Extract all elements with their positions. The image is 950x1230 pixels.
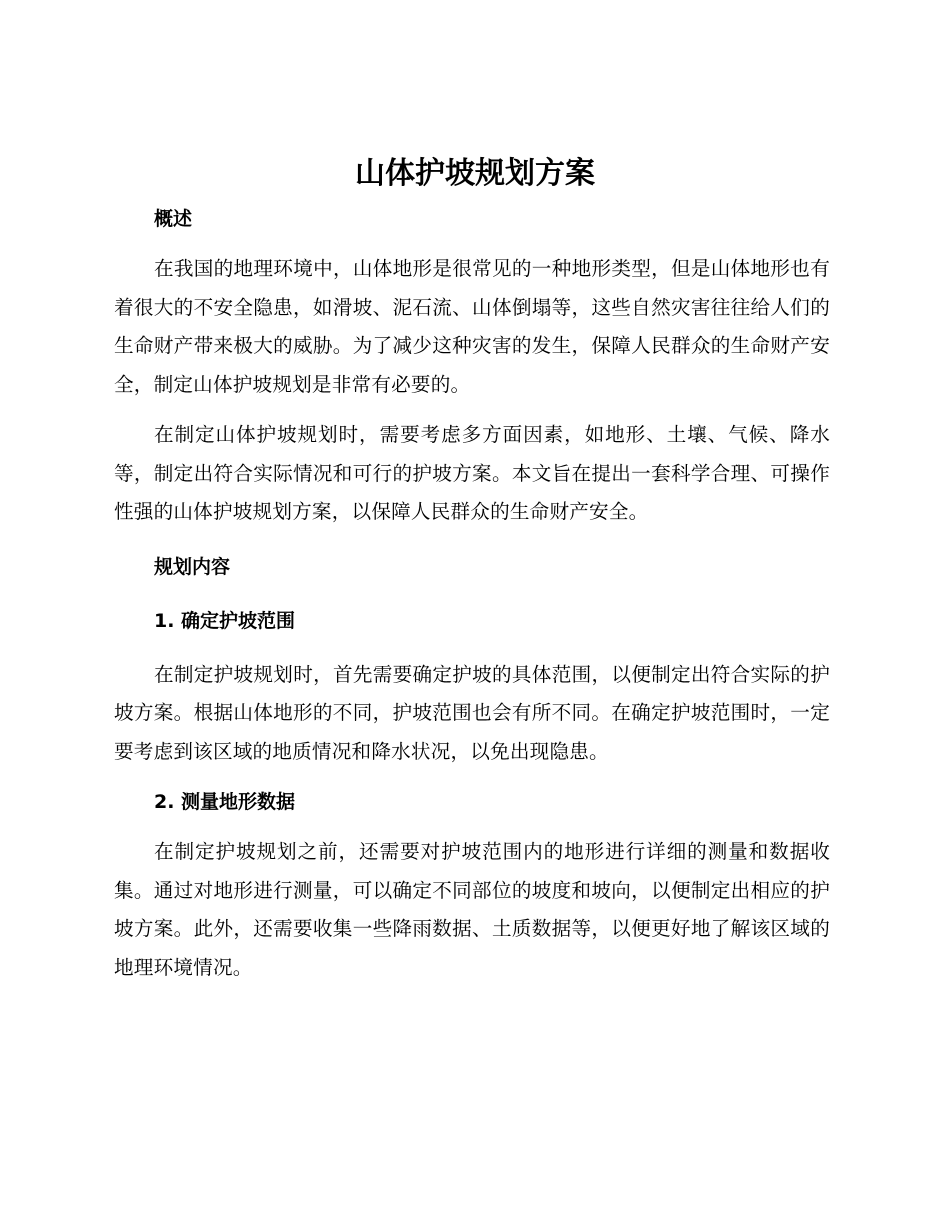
paragraph-item-1: 在制定护坡规划时，首先需要确定护坡的具体范围，以便制定出符合实际的护坡方案。根据山体地形的不同，护坡范围也会有所不同。在确定护坡范围时，一定要考虑到该区域的地质情况和降水状况，以免出现隐患。 xyxy=(114,662,830,763)
paragraph-overview-1: 在我国的地理环境中，山体地形是很常见的一种地形类型，但是山体地形也有着很大的不安全隐患，如滑坡、泥石流、山体倒塌等，这些自然灾害往往给人们的生命财产带来极大的威胁。为了减少这种灾害的发生，保障人民群众的生命财产安全，制定山体护坡规划是非常有必要的。 xyxy=(114,257,830,396)
document-body xyxy=(114,200,830,987)
section-heading-overview: 概述 xyxy=(154,208,193,230)
paragraph-overview-2: 在制定山体护坡规划时，需要考虑多方面因素，如地形、土壤、气候、降水等，制定出符合实际情况和可行的护坡方案。本文旨在提出一套科学合理、可操作性强的山体护坡规划方案，以保障人民群众的生命财产安全。 xyxy=(114,423,830,523)
document-title: 山体护坡规划方案 xyxy=(355,156,595,191)
subsection-heading-1: 1. 确定护坡范围 xyxy=(154,609,296,632)
subsection-heading-2: 2. 测量地形数据 xyxy=(154,791,296,813)
section-heading-content: 规划内容 xyxy=(154,555,231,578)
paragraph-item-2: 在制定护坡规划之前，还需要对护坡范围内的地形进行详细的测量和数据收集。通过对地形进行测量，可以确定不同部位的坡度和坡向，以便制定出相应的护坡方案。此外，还需要收集一些降雨数据、土质数据等，以便更好地了解该区域的地理环境情况。 xyxy=(114,840,830,979)
